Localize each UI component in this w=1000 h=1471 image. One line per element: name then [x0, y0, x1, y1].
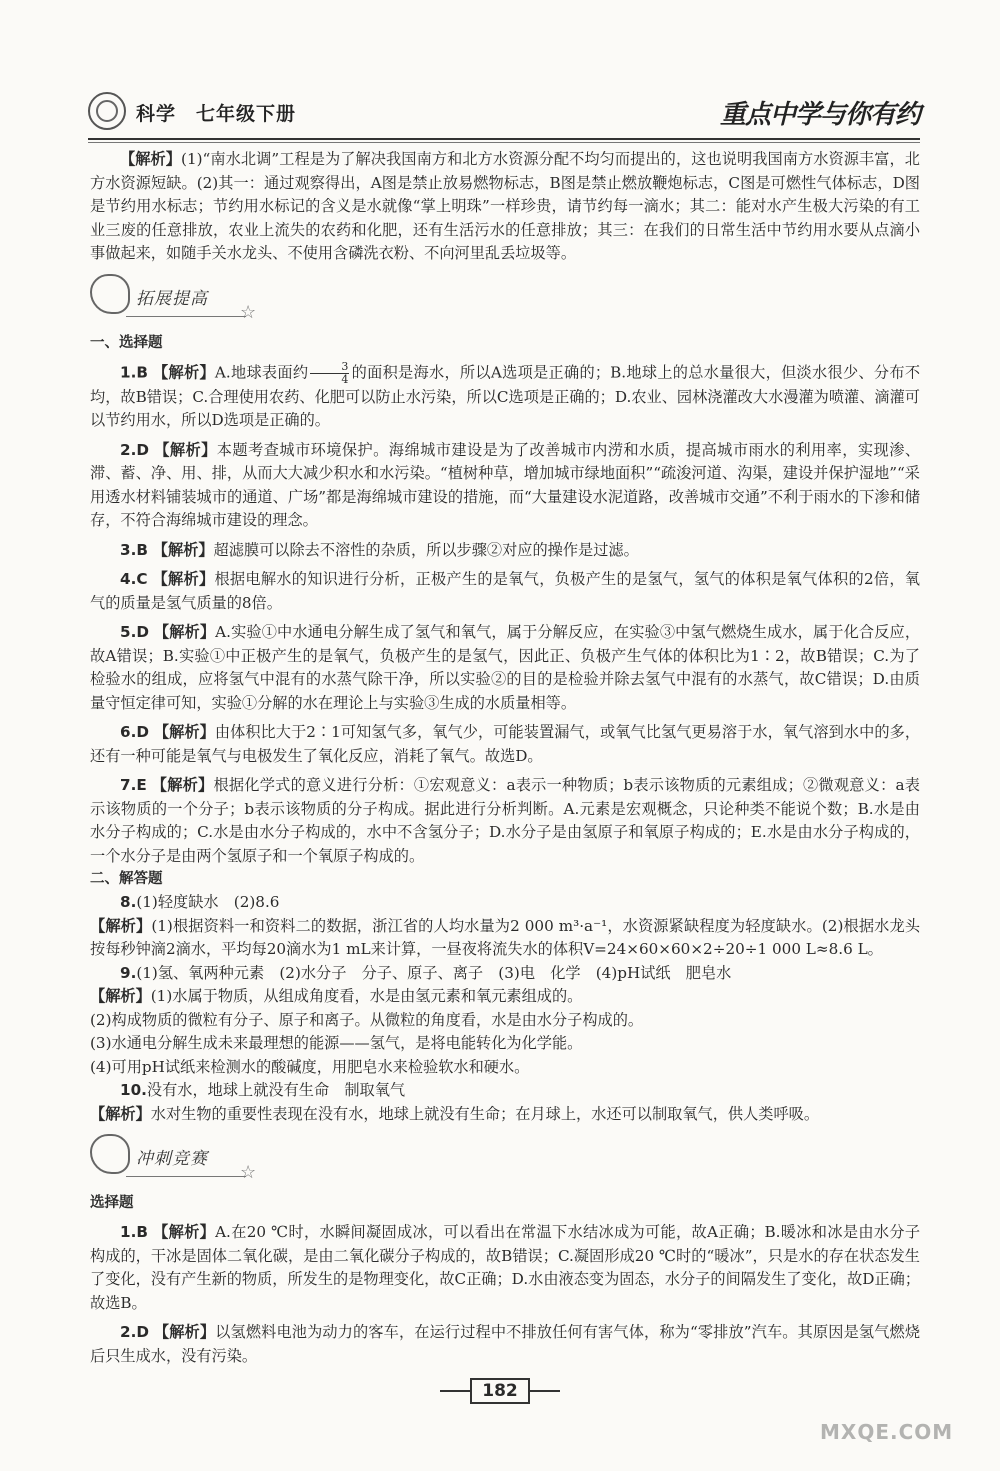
question-number: 6.D — [120, 723, 149, 741]
answer-text: (1)氢、氧两种元素 (2)水分子 分子、原子、离子 (3)电 化学 (4)pH试纸 肥皂水 — [136, 963, 732, 982]
answer-text: 没有水，地球上就没有生命 制取氧气 — [146, 1081, 406, 1099]
numerator: 3 — [310, 361, 349, 374]
analysis-label: 【解析】 — [153, 723, 215, 741]
page-content — [90, 148, 920, 1368]
analysis-label: 【解析】 — [154, 440, 217, 459]
competition-question-2 — [90, 1321, 920, 1368]
question-number: 9. — [120, 963, 137, 982]
series-brand: 重点中学与你有约 — [719, 100, 920, 130]
question-9-analysis-line: (4)可用pH试纸来检测水的酸碱度，用肥皂水来检验软水和硬水。 — [90, 1057, 530, 1076]
analysis-text: A.在20 ℃时，水瞬间凝固成冰，可以看出在常温下水结冰成为可能，故A正确；B.暖冰和冰是由水分子构成的，干冰是固体二氧化碳，是由二氧化碳分子构成的，故B错误；C.凝固形成20 ℃时的“暖冰”，只是水的存在状态发生了变化，没有产生新的物质，所发生的是物理变化，故C正确；D.水由液态变为固态，水分子的间隔发生了变化，故D正确；故选B。 — [90, 1223, 921, 1312]
analysis-label: 【解析】 — [152, 540, 214, 559]
analysis-text: 超滤膜可以除去不溶性的杂质，所以步骤②对应的操作是过滤。 — [213, 540, 639, 559]
page-header — [88, 92, 920, 136]
question-9-analysis — [90, 985, 920, 1009]
analysis-text: 以氢燃料电池为动力的客车，在运行过程中不排放任何有害气体，称为“零排放”汽车。其原因是氢气燃烧后只生成水，没有污染。 — [90, 1323, 921, 1365]
question-8-answer — [90, 891, 920, 915]
banner-underline — [126, 1176, 246, 1177]
question-4 — [90, 568, 920, 615]
question-1 — [90, 361, 920, 433]
header-divider-thin — [88, 142, 920, 143]
footer-ornament-right — [530, 1390, 560, 1392]
section-banner-extension — [90, 272, 920, 322]
analysis-label: 【解析】 — [153, 623, 216, 641]
analysis-label: 【解析】 — [153, 1223, 216, 1241]
competition-question-1 — [90, 1221, 920, 1315]
watermark: MXQE.COM — [820, 1420, 954, 1444]
analysis-text: 的面积是海水，所以A选项是正确的；B.地球上的总水量很大，但淡水很少、分布不均，故B错误；C.合理使用农药、化肥可以防止水污染，所以C选项是正确的；D.农业、园林浇灌改大水漫灌为喷灌、滴灌可以节约用水，所以D选项是正确的。 — [90, 363, 921, 429]
analysis-label: 【解析】 — [151, 776, 214, 794]
part-heading: 一、选择题 — [90, 334, 163, 351]
question-9-analysis-line: (3)水通电分解生成未来最理想的能源——氢气，是将电能转化为化学能。 — [90, 1034, 583, 1052]
analysis-label: 【解析】 — [152, 570, 215, 588]
part-heading: 二、解答题 — [90, 871, 163, 887]
analysis-text: (1)根据资料一和资料二的数据，浙江省的人均水量为2 000 m³·a⁻¹，水资源紧缺程度为轻度缺水。(2)根据水龙头按每秒钟滴2滴水，平均每20滴水为1 mL来计算，一昼夜将流失水的体积V=24×60×60×2÷20÷1 000 L≈8.6 L。 — [90, 916, 921, 958]
page-footer — [440, 1378, 560, 1408]
analysis-text: 本题考查城市环境保护。海绵城市建设是为了改善城市内涝和水质，提高城市雨水的利用率，实现渗、滞、蓄、净、用、排，从而大大减少积水和水污染。“植树种草，增加城市绿地面积”“疏浚河道、沟渠，建设并保护湿地”“采用透水材料铺装城市的通道、广场”都是海绵城市建设的措施，而“大量建设水泥道路，改善城市交通”不利于雨水的下渗和储存，不符合海绵城市建设的理念。 — [90, 440, 921, 529]
question-number: 1.B — [120, 1223, 148, 1241]
question-number: 2.D — [120, 440, 149, 459]
analysis-label: 【解析】 — [90, 1104, 151, 1123]
denominator: 4 — [341, 372, 349, 386]
swirl-icon — [90, 1134, 130, 1174]
analysis-text: 根据化学式的意义进行分析：①宏观意义：a表示一种物质；b表示该物质的元素组成；②微观意义：a表示该物质的一个分子；b表示该物质的分子构成。据此进行分析判断。A.元素是宏观概念，只论种类不能说个数；B.水是由水分子构成的；C.水是由水分子构成的，水中不含氢分子；D.水分子是由氢原子和氧原子构成的；E.水是由水分子构成的，一个水分子是由两个氢原子和一个氧原子构成的。 — [90, 776, 920, 865]
analysis-text: (1)“南水北调”工程是为了解决我国南方和北方水资源分配不均匀而提出的，这也说明我国南方水资源丰富，北方水资源短缺。(2)其一：通过观察得出，A图是禁止放易燃物标志，B图是禁止燃放鞭炮标志，C图是可燃性气体标志，D图是节约用水标志；节约用水标记的含义是水就像“掌上明珠”一样珍贵，请节约每一滴水；其二：能对水产生极大污染的有工业三废的任意排放，农业上流失的农药和化肥，还有生活污水的任意排放；其三：在我们的日常生活中节约用水要从点滴小事做起来，如随手关水龙头、不使用含磷洗衣粉、不向河里乱丢垃圾等。 — [90, 150, 920, 262]
question-10-answer — [90, 1079, 920, 1103]
banner-underline — [126, 316, 246, 317]
question-number: 7.E — [120, 776, 147, 794]
analysis-text: A.地球表面约 — [214, 363, 309, 381]
answer-text: (1)轻度缺水 (2)8.6 — [136, 893, 280, 911]
question-8-analysis — [90, 915, 920, 962]
analysis-text: (1)水属于物质，从组成角度看，水是由氢元素和氧元素组成的。 — [150, 987, 583, 1005]
question-number: 4.C — [120, 570, 148, 588]
analysis-label: 【解析】 — [120, 150, 182, 168]
question-number: 5.D — [120, 623, 149, 641]
question-7 — [90, 774, 920, 868]
question-number: 1.B — [120, 363, 148, 381]
question-6 — [90, 721, 920, 768]
swirl-icon — [90, 274, 130, 314]
analysis-label: 【解析】 — [153, 363, 215, 381]
school-emblem-icon — [88, 92, 126, 130]
analysis-label: 【解析】 — [153, 1323, 216, 1341]
part-heading: 选择题 — [90, 1195, 134, 1211]
subject-title: 科学 七年级下册 — [136, 103, 297, 125]
question-3 — [90, 539, 920, 563]
analysis-text: 根据电解水的知识进行分析，正极产生的是氧气，负极产生的是氢气，氢气的体积是氧气体积的2倍，氧气的质量是氢气质量的8倍。 — [90, 570, 920, 612]
question-5 — [90, 621, 920, 715]
question-number: 8. — [120, 893, 137, 911]
question-number: 2.D — [120, 1323, 149, 1341]
section-banner-competition — [90, 1132, 920, 1182]
question-number: 10. — [120, 1081, 147, 1099]
footer-ornament-left — [440, 1390, 470, 1392]
question-number: 3.B — [120, 540, 148, 559]
question-2 — [90, 439, 920, 533]
section-title: 冲刺竞赛 — [136, 1149, 208, 1169]
page-number: 182 — [470, 1378, 530, 1404]
section-title: 拓展提高 — [136, 288, 208, 309]
analysis-label: 【解析】 — [90, 916, 152, 935]
analysis-text: 水对生物的重要性表现在没有水，地球上就没有生命；在月球上，水还可以制取氧气，供人类呼吸。 — [150, 1104, 819, 1123]
analysis-text: 由体积比大于2∶1可知氢气多，氧气少，可能装置漏气，或氧气比氢气更易溶于水，氧气溶到水中的多，还有一种可能是氧气与电极发生了氧化反应，消耗了氧气。故选D。 — [90, 723, 921, 765]
star-icon: ☆ — [240, 1162, 257, 1183]
fraction — [310, 361, 349, 386]
analysis-label: 【解析】 — [90, 987, 151, 1005]
analysis-text: A.实验①中水通电分解生成了氢气和氧气，属于分解反应，在实验③中氢气燃烧生成水，属于化合反应，故A错误；B.实验①中正极产生的是氧气，负极产生的是氢气，因此正、负极产生气体的体积比为1∶2，故B错误；C.为了检验水的组成，应将氢气中混有的水蒸气除干净，所以实验②的目的是检验并除去氢气中混有的水蒸气，故C错误；D.由质量守恒定律可知，实验①分解的水在理论上与实验③生成的水质量相等。 — [90, 623, 921, 712]
question-9-answer — [90, 962, 920, 986]
question-10-analysis — [90, 1103, 920, 1127]
question-9-analysis-line: (2)构成物质的微粒有分子、原子和离子。从微粒的角度看，水是由水分子构成的。 — [90, 1010, 644, 1029]
header-divider — [88, 138, 920, 140]
intro-paragraph — [90, 148, 920, 266]
star-icon: ☆ — [240, 301, 257, 323]
